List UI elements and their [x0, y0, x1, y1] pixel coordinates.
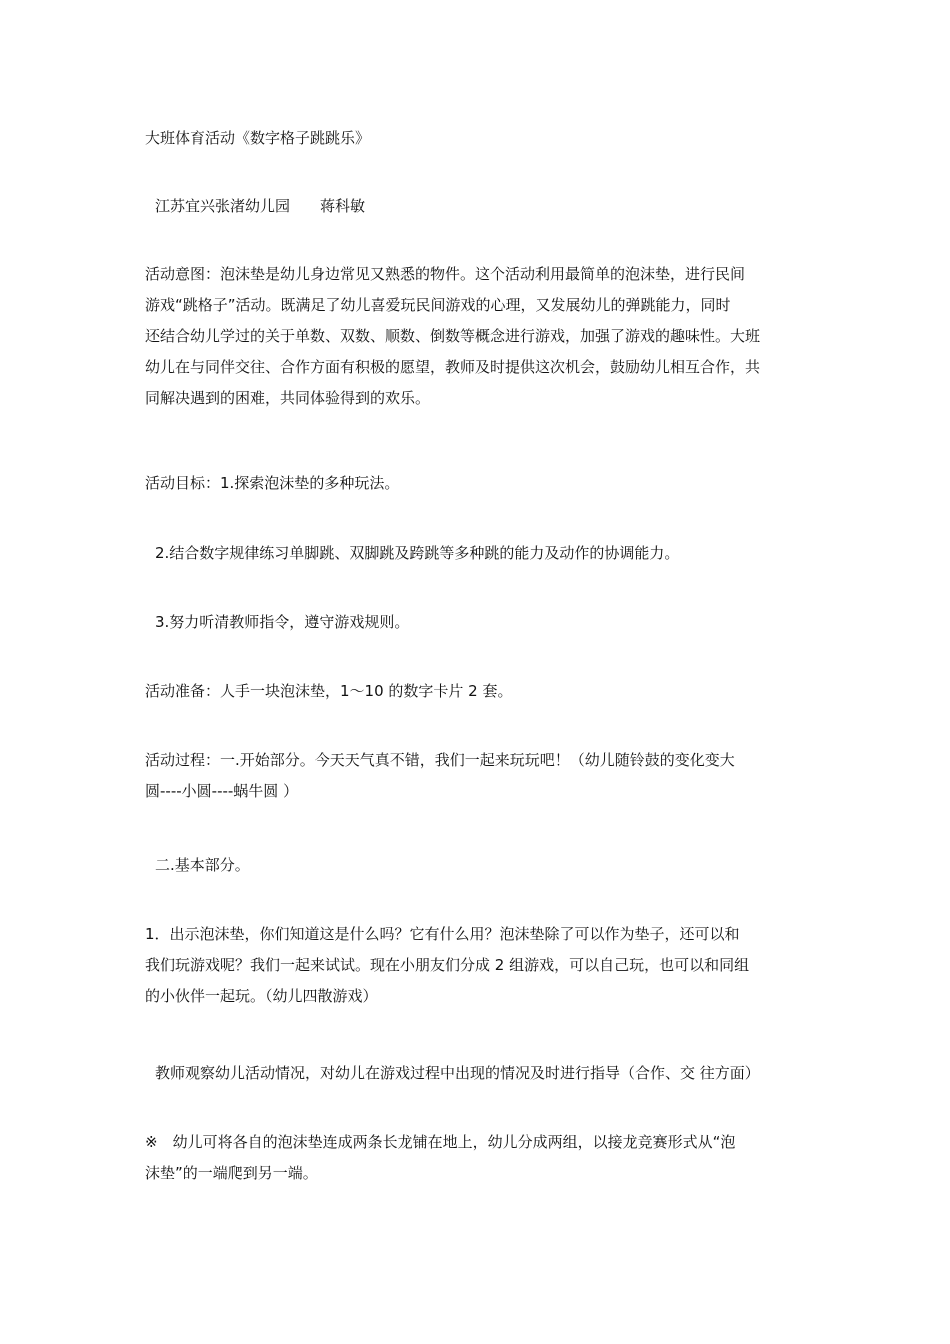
- intent-paragraph: [145, 259, 810, 414]
- part-two-text: 二.基本部分。: [155, 856, 250, 874]
- step-1-line: 我们玩游戏呢？我们一起来试试。现在小朋友们分成 2 组游戏，可以自己玩，也可以和同组: [145, 956, 750, 974]
- note-paragraph: [145, 1127, 810, 1189]
- step-1-line: 1．出示泡沫垫，你们知道这是什么吗？它有什么用？泡沫垫除了可以作为垫子，还可以和: [145, 925, 740, 943]
- step-1-paragraph: [145, 919, 810, 1012]
- part-two-heading: [155, 850, 820, 881]
- observation-paragraph: [155, 1058, 820, 1089]
- intent-line: 游戏“跳格子”活动。既满足了幼儿喜爱玩民间游戏的心理，又发展幼儿的弹跳能力，同时: [145, 296, 731, 314]
- goal-1: [145, 468, 810, 499]
- preparation: [145, 676, 810, 707]
- goal-1-text: 活动目标：1.探索泡沫垫的多种玩法。: [145, 474, 400, 492]
- process-line: 活动过程：一.开始部分。今天天气真不错，我们一起来玩玩吧！（幼儿随铃鼓的变化变大: [145, 751, 735, 769]
- goal-2-text: 2.结合数字规律练习单脚跳、双脚跳及跨跳等多种跳的能力及动作的协调能力。: [155, 544, 680, 562]
- goal-2: [155, 538, 820, 569]
- preparation-text: 活动准备：人手一块泡沫垫，1～10 的数字卡片 2 套。: [145, 682, 513, 700]
- author-line: [155, 191, 820, 222]
- intent-line: 活动意图：泡沫垫是幼儿身边常见又熟悉的物件。这个活动利用最简单的泡沫垫，进行民间: [145, 265, 746, 283]
- goal-3: [155, 607, 820, 638]
- intent-line: 幼儿在与同伴交往、合作方面有积极的愿望，教师及时提供这次机会，鼓励幼儿相互合作，共: [145, 358, 761, 376]
- author-text: 江苏宜兴张渚幼儿园 蒋科敏: [155, 197, 366, 215]
- intent-line: 同解决遇到的困难，共同体验得到的欢乐。: [145, 389, 431, 407]
- note-line: 沫垫”的一端爬到另一端。: [145, 1164, 318, 1182]
- process-line: 圆----小圆----蜗牛圆 ）: [145, 782, 299, 800]
- note-line: ※ 幼儿可将各自的泡沫垫连成两条长龙铺在地上，幼儿分成两组，以接龙竞赛形式从“泡: [145, 1133, 736, 1151]
- title-text: 大班体育活动《数字格子跳跳乐》: [145, 129, 371, 147]
- goal-3-text: 3.努力听清教师指令，遵守游戏规则。: [155, 613, 410, 631]
- step-1-line: 的小伙伴一起玩。（幼儿四散游戏）: [145, 987, 378, 1005]
- process-paragraph: [145, 745, 810, 807]
- observation-text: 教师观察幼儿活动情况，对幼儿在游戏过程中出现的情况及时进行指导（合作、交 往方面）: [155, 1064, 760, 1082]
- intent-line: 还结合幼儿学过的关于单数、双数、顺数、倒数等概念进行游戏，加强了游戏的趣味性。大班: [145, 327, 761, 345]
- document-title: [145, 123, 810, 154]
